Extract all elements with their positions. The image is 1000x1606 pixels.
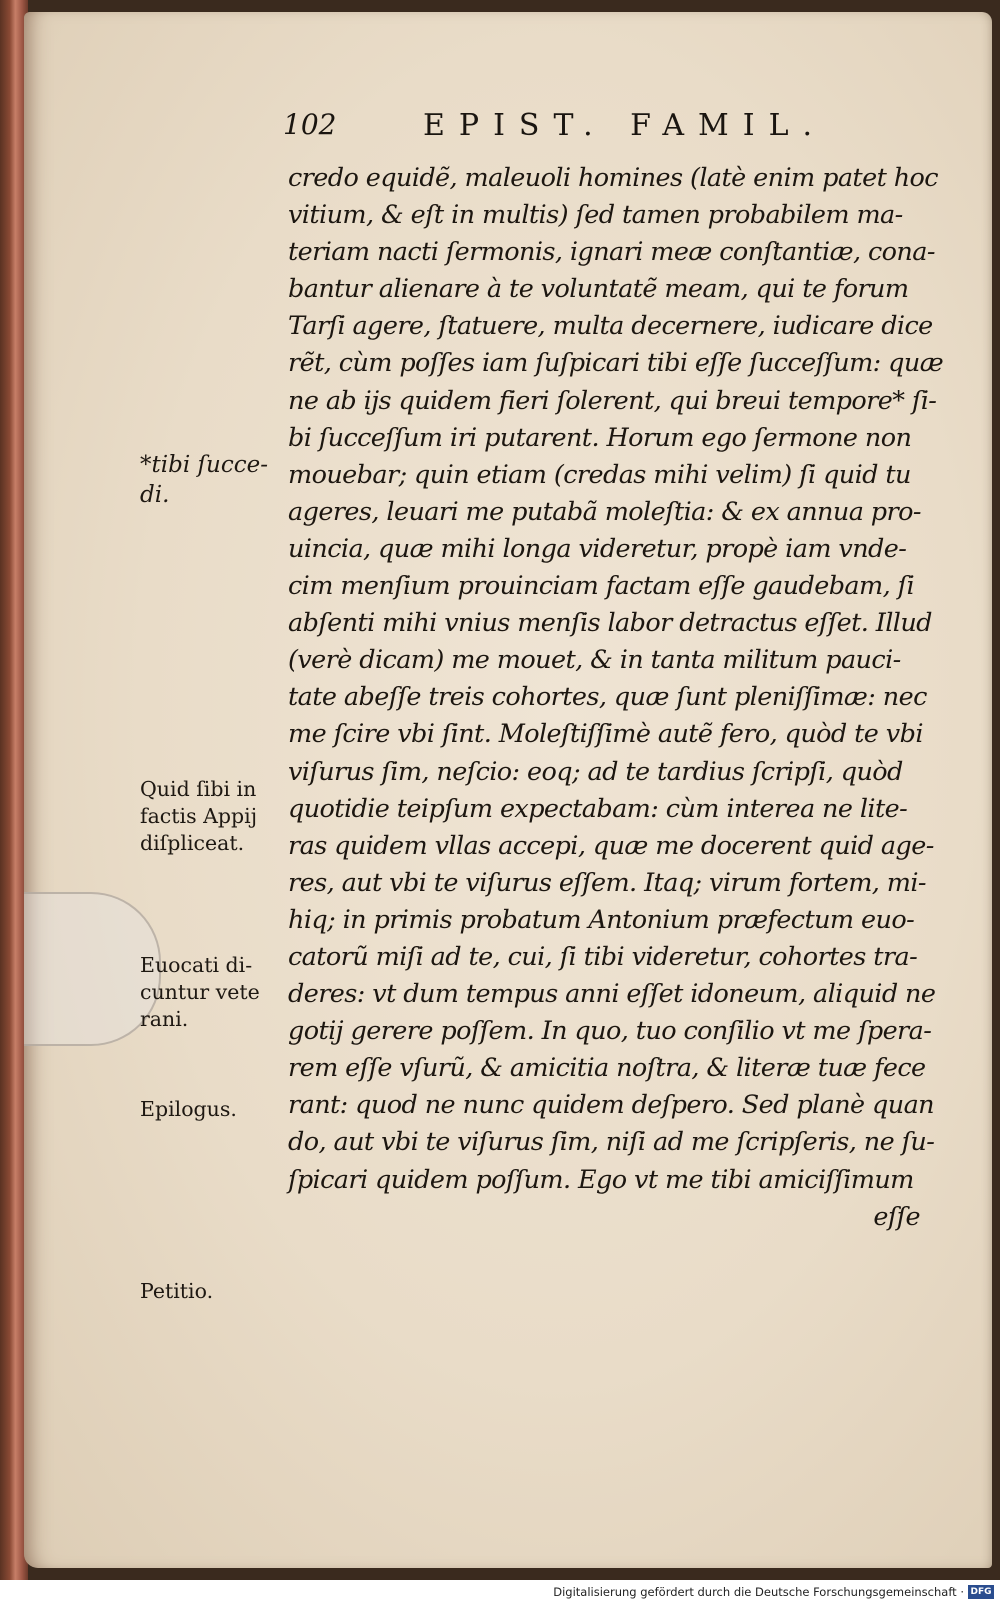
text-line: hiq; in primis probatum Antonium præfectum euo-	[288, 904, 915, 935]
text-line: rant: quod ne nunc quidem deſpero. Sed planè quan	[288, 1090, 935, 1121]
margin-note-line: *tibi ſucce-	[140, 452, 268, 478]
page-header	[283, 108, 923, 148]
text-line: uincia, quæ mihi longa videretur, propè iam vnde-	[288, 533, 907, 564]
text-line: cim menſium prouinciam factam eſſe gaudebam, ſi	[288, 571, 915, 602]
text-line: rem eſſe vſurũ, & amicitia noſtra, & literæ tuæ fece	[288, 1053, 926, 1084]
page-number: 102	[283, 108, 337, 141]
text-line: tate abeſſe treis cohortes, quæ ſunt pleniſſimæ: nec	[288, 682, 927, 713]
text-line: credo equidẽ, maleuoli homines (latè enim patet hoc	[288, 163, 938, 193]
margin-note-tibi-succedi	[140, 450, 268, 510]
text-line: ſpicari quidem poſſum. Ego vt me tibi amiciſſimum	[288, 1164, 914, 1195]
margin-note-line: rani.	[140, 1007, 189, 1031]
text-line: ne ab ijs quidem fieri ſolerent, qui breui tempore* ſi-	[288, 385, 937, 416]
text-line: bantur alienare à te voluntatẽ meam, qui te forum	[288, 274, 909, 305]
text-line: ageres, leuari me putabã moleſtia: & ex annua pro-	[288, 496, 921, 527]
digitization-footer	[0, 1580, 1000, 1606]
dfg-logo: DFG	[968, 1585, 994, 1599]
margin-note-epilogus	[140, 1096, 237, 1123]
margin-note-euocati	[140, 952, 260, 1033]
text-line: deres: vt dum tempus anni eſſet idoneum, aliquid ne	[288, 979, 936, 1010]
text-line: teriam nacti ſermonis, ignari meæ conſtantiæ, cona-	[288, 237, 935, 268]
text-line: Tarſi agere, ſtatuere, multa decernere, iudicare dice	[288, 311, 933, 342]
text-line: rẽt, cùm poſſes iam ſuſpicari tibi eſſe ſucceſſum: quæ	[288, 348, 944, 379]
text-line: res, aut vbi te viſurus eſſem. Itaq; virum fortem, mi-	[288, 867, 926, 898]
margin-note-petitio	[140, 1278, 213, 1305]
text-line: (verè dicam) me mouet, & in tanta militum pauci-	[288, 645, 901, 676]
margin-note-line: factis Appij	[140, 804, 258, 828]
text-line: bi ſucceſſum iri putarent. Horum ego ſermone non	[288, 422, 912, 453]
text-line: do, aut vbi te viſurus ſim, niſi ad me ſcripſeris, ne ſu-	[288, 1127, 935, 1158]
margin-note-line: diſpliceat.	[140, 831, 245, 855]
text-line: ras quidem vllas accepi, quæ me docerent quid age-	[288, 830, 934, 861]
margin-note-line: di.	[140, 482, 170, 508]
body-text-block	[288, 160, 944, 1236]
text-line: quotidie teipſum expectabam: cùm interea ne lite-	[288, 793, 908, 824]
margin-note-line: Euocati di-	[140, 953, 253, 977]
text-line: viſurus ſim, neſcio: eoq; ad te tardius ſcripſi, quòd	[288, 756, 903, 787]
margin-note-quid-sibi	[140, 776, 257, 857]
footer-credit: Digitalisierung gefördert durch die Deutsche Forschungsgemeinschaft ·	[553, 1585, 964, 1599]
margin-note-line: Quid ſibi in	[140, 777, 257, 801]
text-line: mouebar; quin etiam (credas mihi velim) ſi quid tu	[288, 459, 911, 490]
text-line: abſenti mihi vnius menſis labor detractus eſſet. Illud	[288, 608, 932, 639]
catchword: eſſe	[873, 1201, 920, 1232]
margin-note-line: cuntur vete	[140, 980, 260, 1004]
text-line: gotij gerere poſſem. In quo, tuo conſilio vt me ſpera-	[288, 1016, 932, 1047]
text-line: catorũ miſi ad te, cui, ſi tibi videretur, cohortes tra-	[288, 941, 918, 972]
text-line: vitium, & eſt in multis) ſed tamen probabilem ma-	[288, 200, 903, 231]
text-line: me ſcire vbi ſint. Moleſtiſſimè autẽ fero, quòd te vbi	[288, 719, 923, 750]
running-title: EPIST. FAMIL.	[423, 108, 827, 143]
margin-note-line: Petitio.	[140, 1279, 214, 1303]
margin-note-line: Epilogus.	[140, 1097, 237, 1121]
